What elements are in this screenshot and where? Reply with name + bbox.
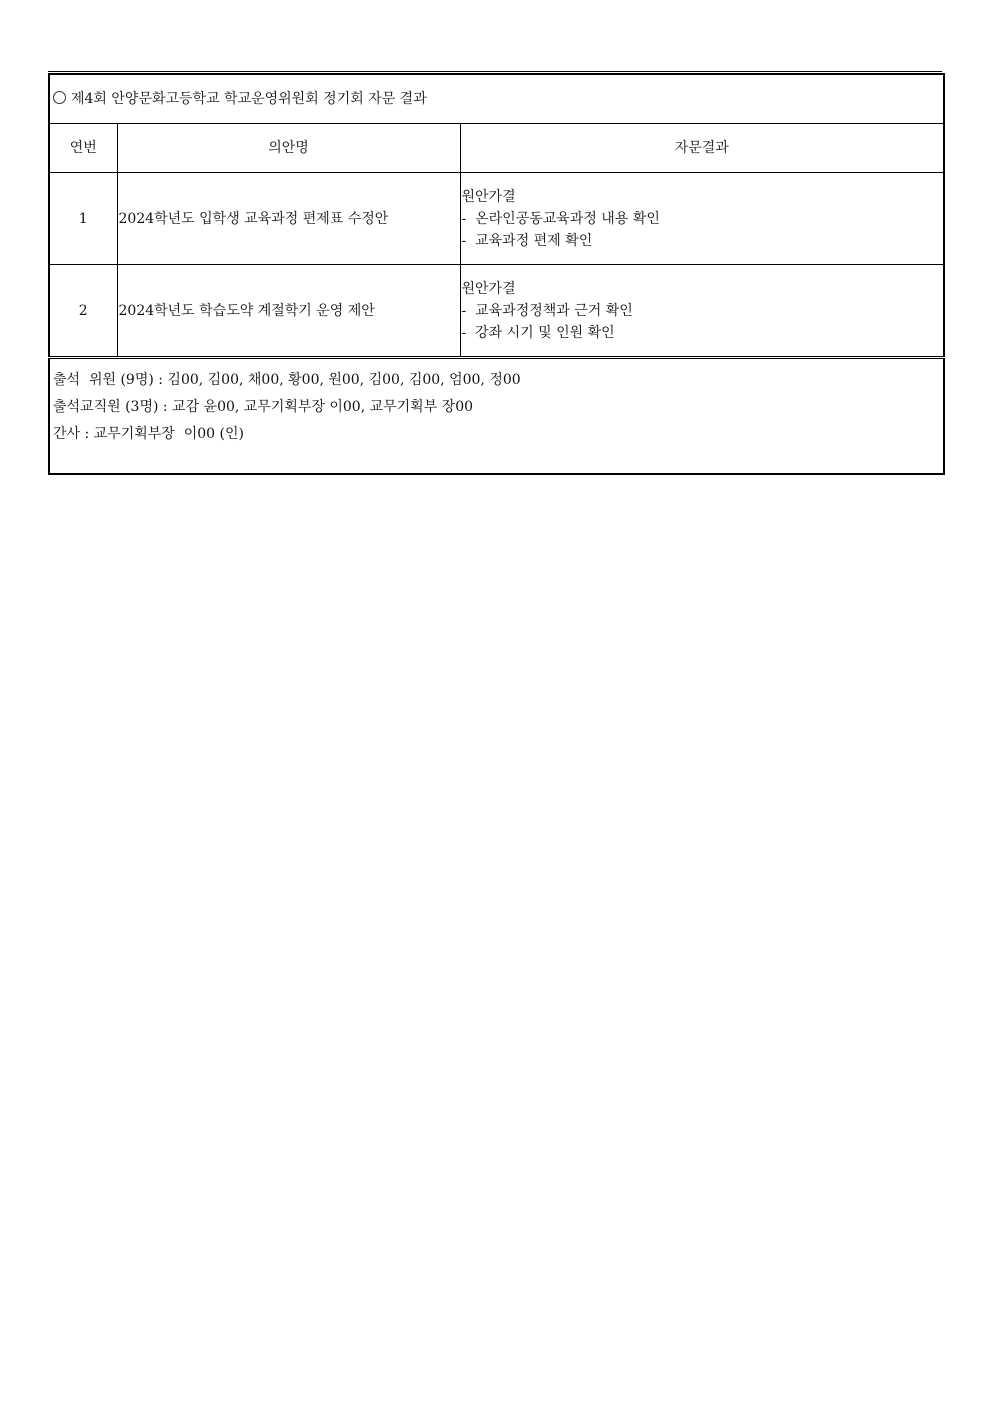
attendance-members: 출석 위원 (9명) : 김00, 김00, 채00, 황00, 원00, 김00, 김00, 엄00, 정00 bbox=[53, 372, 521, 388]
item-number: 1 bbox=[49, 173, 117, 265]
title-row bbox=[49, 74, 944, 124]
attendance-staff: 출석교직원 (3명) : 교감 윤00, 교무기획부장 이00, 교무기획부 장00 bbox=[53, 399, 474, 415]
header-row bbox=[49, 124, 944, 173]
header-result: 자문결과 bbox=[460, 124, 944, 173]
result-line: - 교육과정 편제 확인 bbox=[461, 232, 593, 249]
table-row bbox=[49, 265, 944, 358]
attendance-row bbox=[49, 358, 944, 475]
document-title-cell bbox=[49, 74, 944, 124]
item-agenda: 2024학년도 입학생 교육과정 편제표 수정안 bbox=[117, 173, 460, 265]
result-line: 원안가결 bbox=[461, 188, 516, 205]
result-line: 원안가결 bbox=[461, 280, 516, 297]
item-result bbox=[460, 173, 944, 265]
item-agenda: 2024학년도 학습도약 계절학기 운영 제안 bbox=[117, 265, 460, 358]
result-line: - 강좌 시기 및 인원 확인 bbox=[461, 324, 615, 341]
item-number: 2 bbox=[49, 265, 117, 358]
result-line: - 온라인공동교육과정 내용 확인 bbox=[461, 210, 660, 227]
top-rule bbox=[48, 71, 942, 72]
minutes-table bbox=[48, 73, 945, 475]
header-number: 연번 bbox=[49, 124, 117, 173]
attendance-cell bbox=[49, 358, 944, 475]
secretary: 간사 : 교무기획부장 이00 (인) bbox=[53, 426, 244, 442]
item-result bbox=[460, 265, 944, 358]
document-title: 제4회 안양문화고등학교 학교운영위원회 정기회 자문 결과 bbox=[71, 91, 427, 107]
circle-bullet-icon bbox=[53, 91, 66, 104]
result-line: - 교육과정정책과 근거 확인 bbox=[461, 302, 633, 319]
table-row bbox=[49, 173, 944, 265]
header-agenda: 의안명 bbox=[117, 124, 460, 173]
